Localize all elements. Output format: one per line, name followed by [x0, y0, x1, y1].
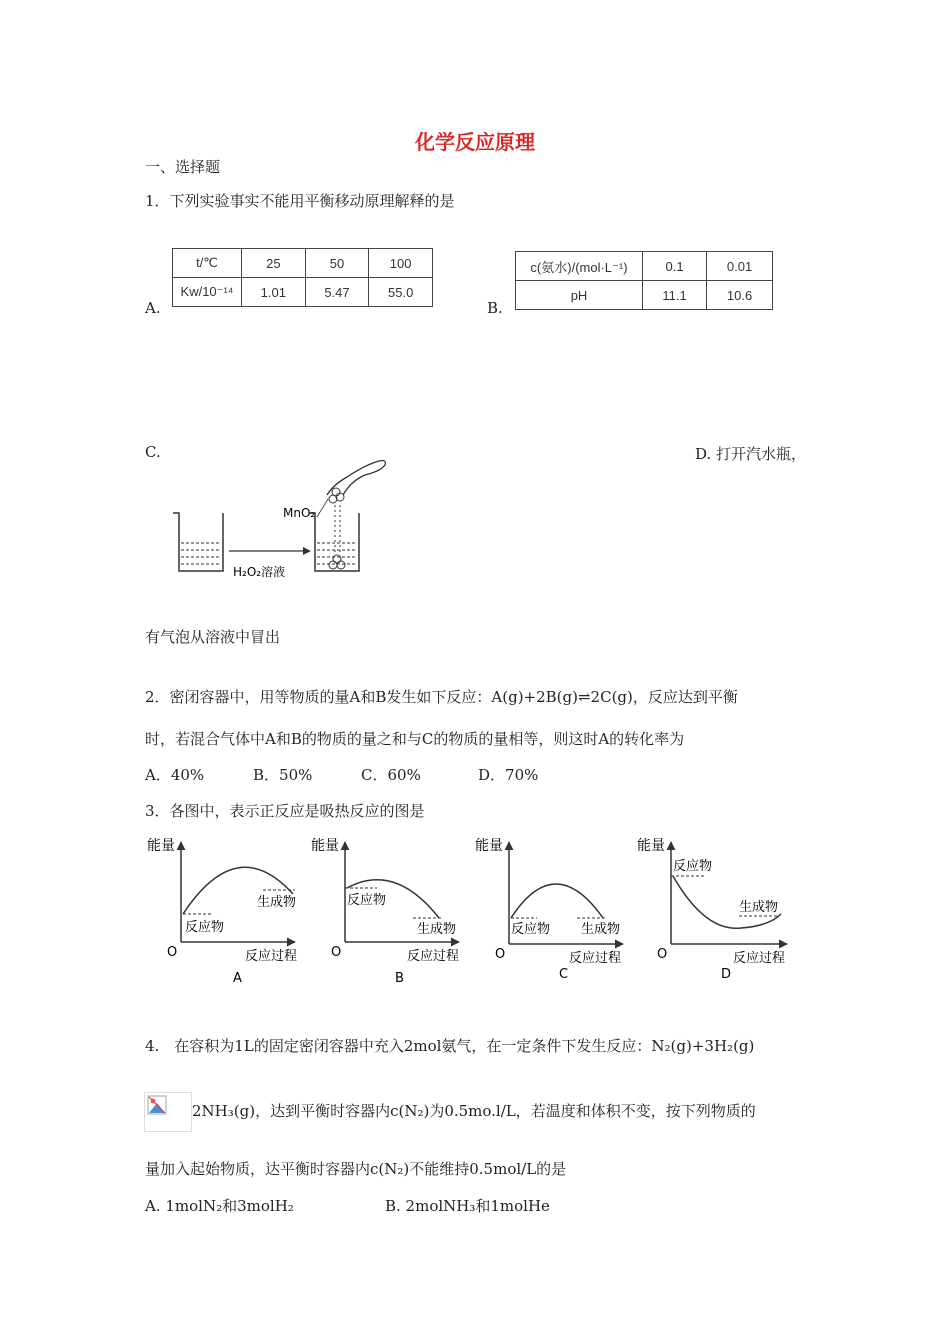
y-axis-label: 能量 [637, 838, 665, 854]
product-label: 生成物 [581, 922, 621, 937]
q1-option-b-label: B. [487, 299, 503, 317]
product-label: 生成物 [257, 895, 297, 910]
energy-curve [511, 884, 603, 918]
reactant-label: 反应物 [511, 922, 551, 937]
mno2-particle [329, 561, 337, 569]
q2-option-d: D．70% [478, 766, 539, 784]
panel-label: C [559, 967, 569, 982]
q1-option-a-label: A. [145, 299, 161, 317]
origin-label: O [331, 945, 342, 960]
q1-option-d-continuation: 有气泡从溶液中冒出 [145, 628, 281, 646]
powder-particle [332, 488, 340, 496]
panel-label: B [395, 971, 404, 986]
reactant-label: 反应物 [347, 893, 387, 908]
product-label: 生成物 [739, 900, 779, 915]
table-b-cell: 10.6 [707, 281, 773, 310]
energy-diagrams [145, 832, 805, 992]
panel-label: A [233, 971, 242, 986]
energy-diagram-d [637, 837, 787, 982]
spoon [327, 461, 385, 496]
y-axis-label: 能量 [475, 838, 503, 854]
table-b-cell: 11.1 [643, 281, 707, 310]
table-b-header: 0.01 [707, 252, 773, 281]
x-axis-label: 反应过程 [733, 951, 786, 966]
reactant-label: 反应物 [673, 859, 713, 874]
panel-label: D [721, 967, 732, 982]
table-a-row-label: Kw/10⁻¹⁴ [173, 278, 242, 307]
q4-line1: 4. 在容积为1L的固定密闭容器中充入2mol氨气，在一定条件下发生反应：N₂(g)+3H₂(g) [145, 1037, 755, 1055]
q4-option-a: A. 1molN₂和3molH₂ [145, 1197, 294, 1215]
h2o2-label: H₂O₂溶液 [233, 565, 286, 579]
origin-label: O [657, 947, 668, 962]
q4-line2: 2NH₃(g)，达到平衡时容器内c(N₂)为0.5mo.l/L，若温度和体积不变，按下列物质的 [192, 1102, 756, 1120]
q4-line3: 量加入起始物质，达平衡时容器内c(N₂)不能维持0.5mol/L的是 [145, 1160, 567, 1178]
q2-line1: 2．密闭容器中，用等物质的量A和B发生如下反应：A(g)+2B(g)⇌2C(g)，反应达到平衡 [145, 688, 738, 706]
table-a-header-25: 25 [242, 249, 306, 278]
q2-option-a: A．40% [145, 766, 205, 784]
table-a-cell: 5.47 [305, 278, 369, 307]
broken-image-glyph [147, 1095, 169, 1117]
q1-option-c-label: C. [145, 443, 161, 461]
q2-option-b: B．50% [253, 766, 313, 784]
x-axis-label: 反应过程 [407, 949, 460, 964]
q3-stem: 3．各图中，表示正反应是吸热反应的图是 [145, 802, 425, 820]
table-a-cell: 55.0 [369, 278, 433, 307]
table-b-header-label: c(氨水)/(mol·L⁻¹) [516, 252, 643, 281]
mno2-particle [337, 561, 345, 569]
q2-option-c: C．60% [361, 766, 421, 784]
reactant-label: 反应物 [185, 920, 225, 935]
broken-image-icon [144, 1092, 192, 1132]
table-a-header-50: 50 [305, 249, 369, 278]
q2-line2: 时，若混合气体中A和B的物质的量之和与C的物质的量相等，则这时A的转化率为 [145, 730, 685, 748]
y-axis-label: 能量 [147, 838, 175, 854]
table-a-header-t: t/℃ [173, 249, 242, 278]
table-b-header: 0.1 [643, 252, 707, 281]
energy-diagram-a [147, 837, 297, 986]
energy-diagram-b [311, 837, 459, 986]
q1-table-b [515, 251, 773, 310]
page-title: 化学反应原理 [415, 130, 535, 154]
left-beaker [173, 513, 223, 571]
x-axis-label: 反应过程 [245, 949, 298, 964]
q1-stem: 1．下列实验事实不能用平衡移动原理解释的是 [145, 192, 455, 210]
powder-particle [336, 493, 344, 501]
x-axis-label: 反应过程 [569, 951, 622, 966]
table-b-row-label: pH [516, 281, 643, 310]
mno2-particle [333, 555, 341, 563]
q4-option-b: B. 2molNH₃和1molHe [385, 1197, 550, 1215]
q1-option-d-label: D. 打开汽水瓶， [695, 445, 807, 463]
table-a-header-100: 100 [369, 249, 433, 278]
mno2-label: MnO₂ [283, 506, 316, 520]
label-pointer [317, 499, 328, 517]
mno2-experiment-figure [165, 455, 395, 585]
origin-label: O [495, 947, 506, 962]
section-heading: 一、选择题 [145, 158, 221, 176]
origin-label: O [167, 945, 178, 960]
y-axis-label: 能量 [311, 838, 339, 854]
q1-table-a [172, 248, 433, 307]
product-label: 生成物 [417, 922, 457, 937]
energy-diagram-c [475, 837, 623, 982]
arrow-head [303, 547, 311, 555]
table-a-cell: 1.01 [242, 278, 306, 307]
